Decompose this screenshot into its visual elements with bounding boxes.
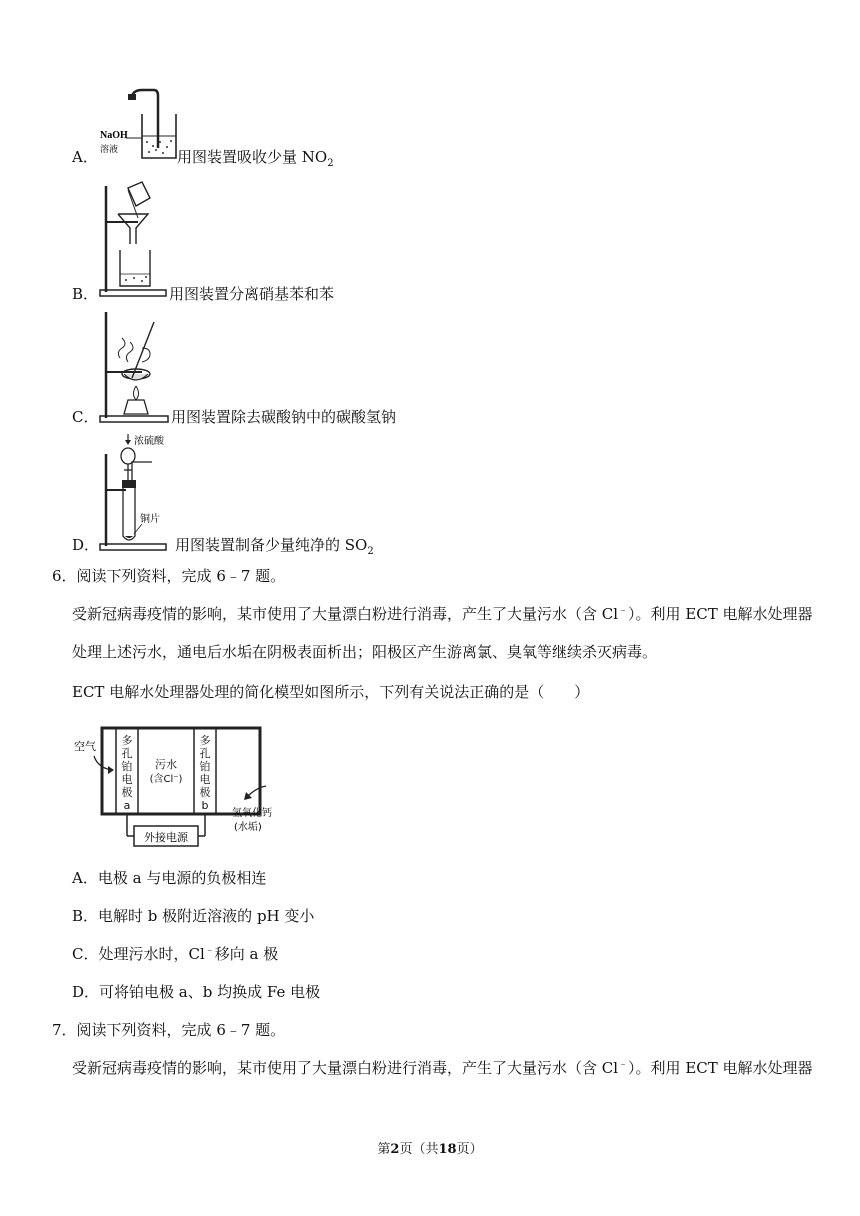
left-electrode-char-6: a (123, 799, 131, 812)
option-a-letter: A． (72, 148, 98, 166)
external-power-supply-label: 外接电源 (144, 831, 188, 844)
option-b-text: 用图装置分离硝基苯和苯 (169, 285, 335, 303)
naoh-label: NaOH (100, 130, 128, 141)
option-c-text: 用图装置除去碳酸钠中的碳酸氢钠 (171, 408, 397, 426)
left-electrode-char-5: 极 (121, 786, 133, 799)
question-6-paragraph-2: 处理上述污水，通电后水垢在阴极表面析出；阳极区产生游离氯、臭氧等继续杀灭病毒。 (72, 643, 658, 661)
option-c-letter: C． (72, 408, 99, 426)
ect-electrolysis-diagram (72, 724, 292, 854)
evaporating-dish-heating-figure (98, 308, 170, 426)
question-6-option-a[interactable]: A．电极 a 与电源的负极相连 (72, 869, 267, 887)
so2-preparation-apparatus-figure (98, 432, 176, 554)
option-b-letter: B． (72, 285, 99, 303)
question-6-intro: 6．阅读下列资料，完成 6﹣7 题。 (52, 567, 286, 585)
right-electrode-char-1: 多 (199, 734, 211, 747)
calcium-hydroxide-label: 氢氧化钙 (232, 808, 272, 819)
question-7-paragraph-1: 受新冠病毒疫情的影响，某市使用了大量漂白粉进行消毒，产生了大量污水（含 Cl﹣）。利用 ECT 电解水处理器 (72, 1059, 813, 1077)
question-6-option-b[interactable]: B．电解时 b 极附近溶液的 pH 变小 (72, 907, 315, 925)
air-label: 空气 (74, 740, 96, 753)
current-page-number: 2 (390, 1142, 400, 1157)
naoh-absorption-apparatus-figure (98, 86, 178, 166)
right-electrode-char-6: b (201, 799, 209, 812)
sewage-label: 污水 (155, 758, 177, 771)
left-electrode-char-3: 铂 (121, 760, 133, 773)
total-pages: 18 (438, 1142, 457, 1157)
left-electrode-char-1: 多 (121, 734, 133, 747)
option-a-text: 用图装置吸收少量 $NO_2$ (177, 148, 334, 169)
question-6-paragraph-1: 受新冠病毒疫情的影响，某市使用了大量漂白粉进行消毒，产生了大量污水（含 Cl﹣）。利用 ECT 电解水处理器 (72, 605, 813, 623)
left-electrode-char-4: 电 (121, 773, 133, 786)
option-d-text: 用图装置制备少量纯净的 $SO_2$ (175, 536, 374, 557)
right-electrode-char-5: 极 (199, 786, 211, 799)
right-electrode-char-3: 铂 (199, 760, 211, 773)
right-electrode-char-2: 孔 (199, 747, 211, 760)
filtration-apparatus-figure (98, 178, 168, 298)
solution-label: 溶液 (100, 145, 119, 155)
question-6-option-d[interactable]: D．可将铂电极 a、b 均换成 Fe 电极 (72, 983, 321, 1001)
concentrated-sulfuric-acid-label: 浓硫酸 (134, 436, 164, 447)
question-6-stem: ECT 电解水处理器处理的简化模型如图所示，下列有关说法正确的是（ ） (72, 683, 590, 701)
page-footer: 第2页（共18页） (377, 1142, 483, 1157)
left-electrode-char-2: 孔 (121, 747, 133, 760)
option-d-letter: D． (72, 536, 100, 554)
copper-sheet-label: 铜片 (140, 514, 160, 525)
right-electrode-char-4: 电 (199, 773, 211, 786)
scale-label: (水垢) (234, 822, 262, 833)
contains-chloride-label: (含Cl⁻) (149, 774, 183, 785)
question-6-option-c[interactable]: C．处理污水时，Cl﹣移向 a 极 (72, 945, 279, 963)
question-7-intro: 7．阅读下列资料，完成 6﹣7 题。 (52, 1021, 286, 1039)
